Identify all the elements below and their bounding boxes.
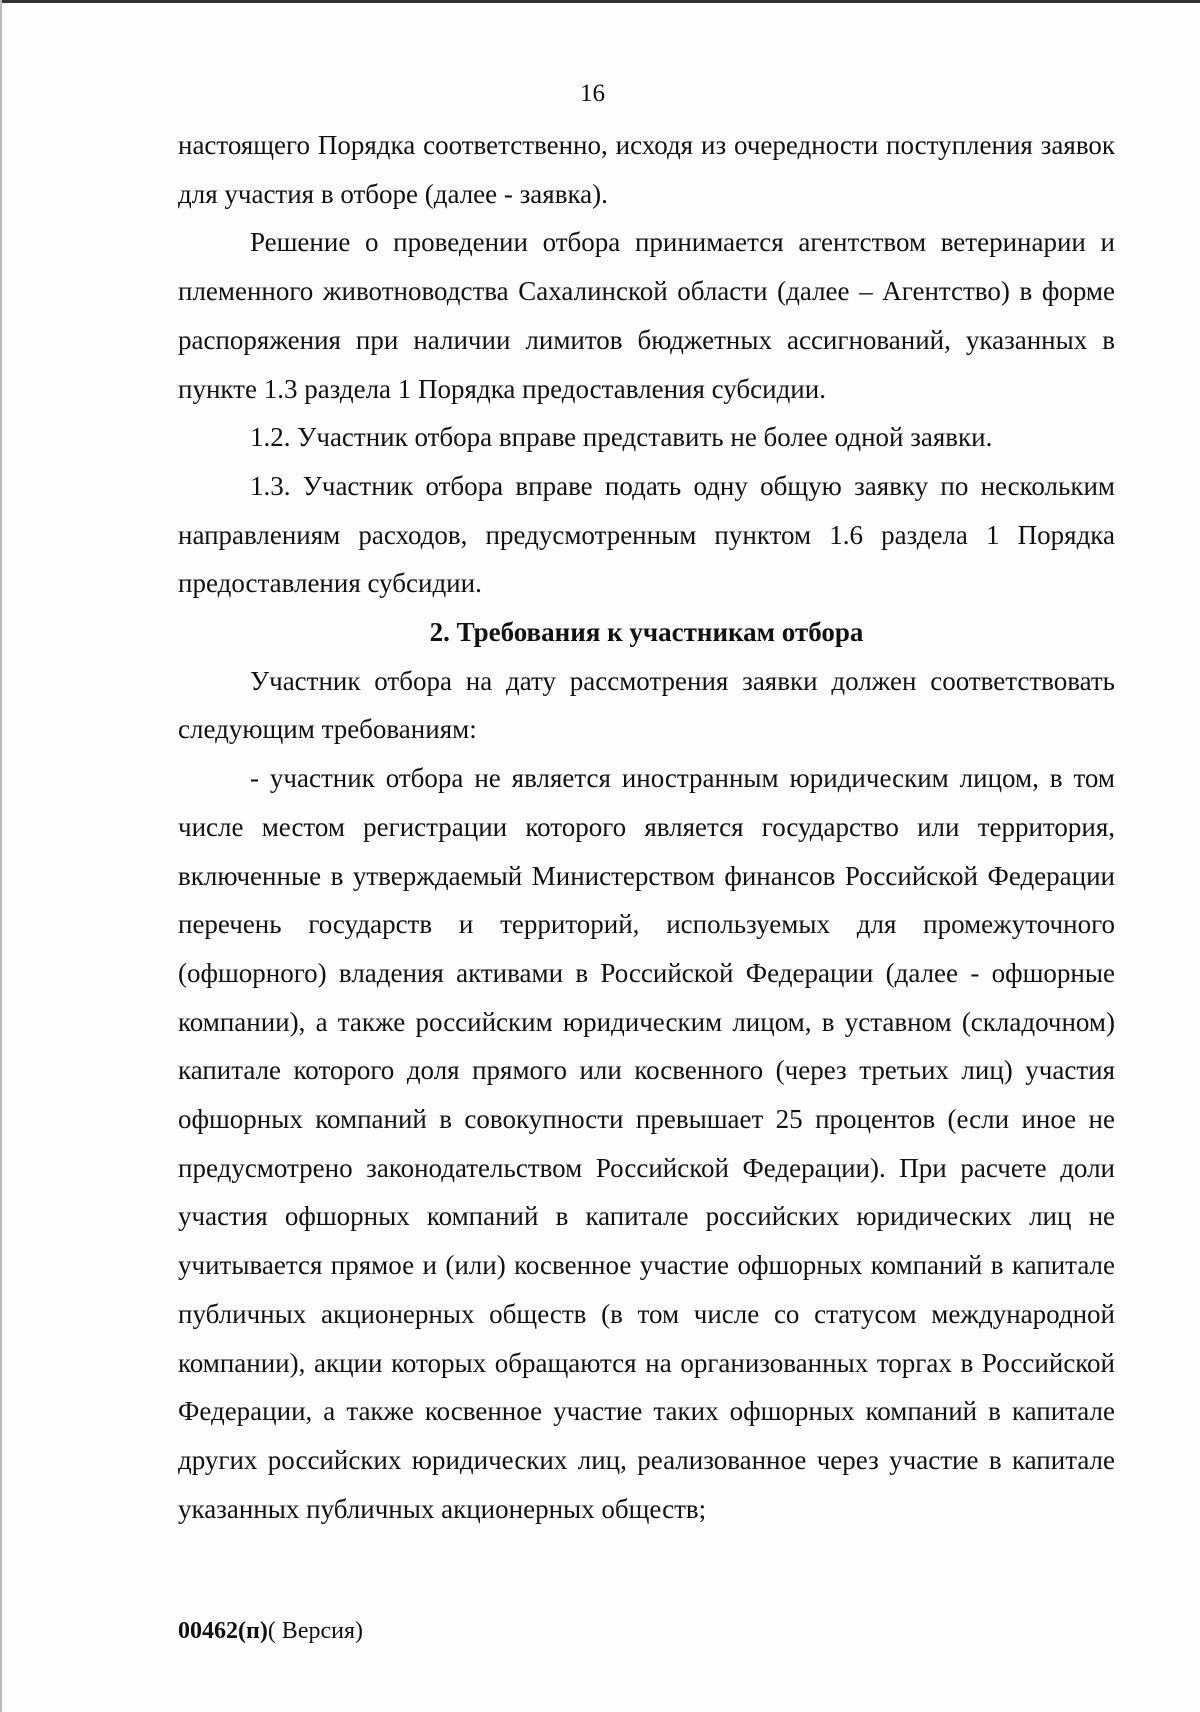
- paragraph-decision: Решение о проведении отбора принимается агентством ветеринарии и племенного животноводства Сахалинской области (далее – Агентство) в форме распоряжения при наличии лимитов бюджетных ассигнований, указанных в пункте 1.3 раздела 1 Порядка предоставления субсидии.: [178, 227, 1115, 404]
- section-heading: 2. Требования к участникам отбора: [429, 617, 864, 648]
- top-border-line: [0, 0, 1200, 3]
- paragraph-requirements-intro: Участник отбора на дату рассмотрения заявки должен соответствовать следующим требованиям:: [178, 665, 1115, 745]
- footer-document-code: [178, 1618, 363, 1645]
- footer-code: 00462(п): [178, 1618, 268, 1644]
- paragraph-1-3: 1.3. Участник отбора вправе подать одну общую заявку по нескольким направлениям расходов, предусмотренным пунктом 1.6 раздела 1 Порядка предоставления субсидии.: [178, 470, 1115, 599]
- page-number: 16: [580, 80, 605, 107]
- footer-version: ( Версия): [267, 1618, 363, 1644]
- paragraph-continuation: настоящего Порядка соответственно, исходя из очередности поступления заявок для участия в отборе (далее - заявка).: [178, 130, 1115, 209]
- paragraph-1-2: 1.2. Участник отбора вправе представить не более одной заявки.: [250, 422, 993, 453]
- left-border-line: [0, 0, 2, 1712]
- document-body: [178, 121, 1115, 1533]
- paragraph-offshore-requirement: - участник отбора не является иностранным юридическим лицом, в том числе местом регистрации которого является государство или территория, включенные в утверждаемый Министерством финансов Российской Федерации перечень государств и территорий, используемых для промежуточного (офшорного) владения активами в Российской Федерации (далее - офшорные компании), а также российским юридическим лицом, в уставном (складочном) капитале которого доля прямого или косвенного (через третьих лиц) участия офшорных компаний в совокупности превышает 25 процентов (если иное не предусмотрено законодательством Российской Федерации). При расчете доли участия офшорных компаний в капитале российских юридических лиц не учитывается прямое и (или) косвенное участие офшорных компаний в капитале публичных акционерных обществ (в том числе со статусом международной компании), акции которых обращаются на организованных торгах в Российской Федерации, а также косвенное участие таких офшорных компаний в капитале других российских юридических лиц, реализованное через участие в капитале указанных публичных акционерных обществ;: [178, 763, 1115, 1524]
